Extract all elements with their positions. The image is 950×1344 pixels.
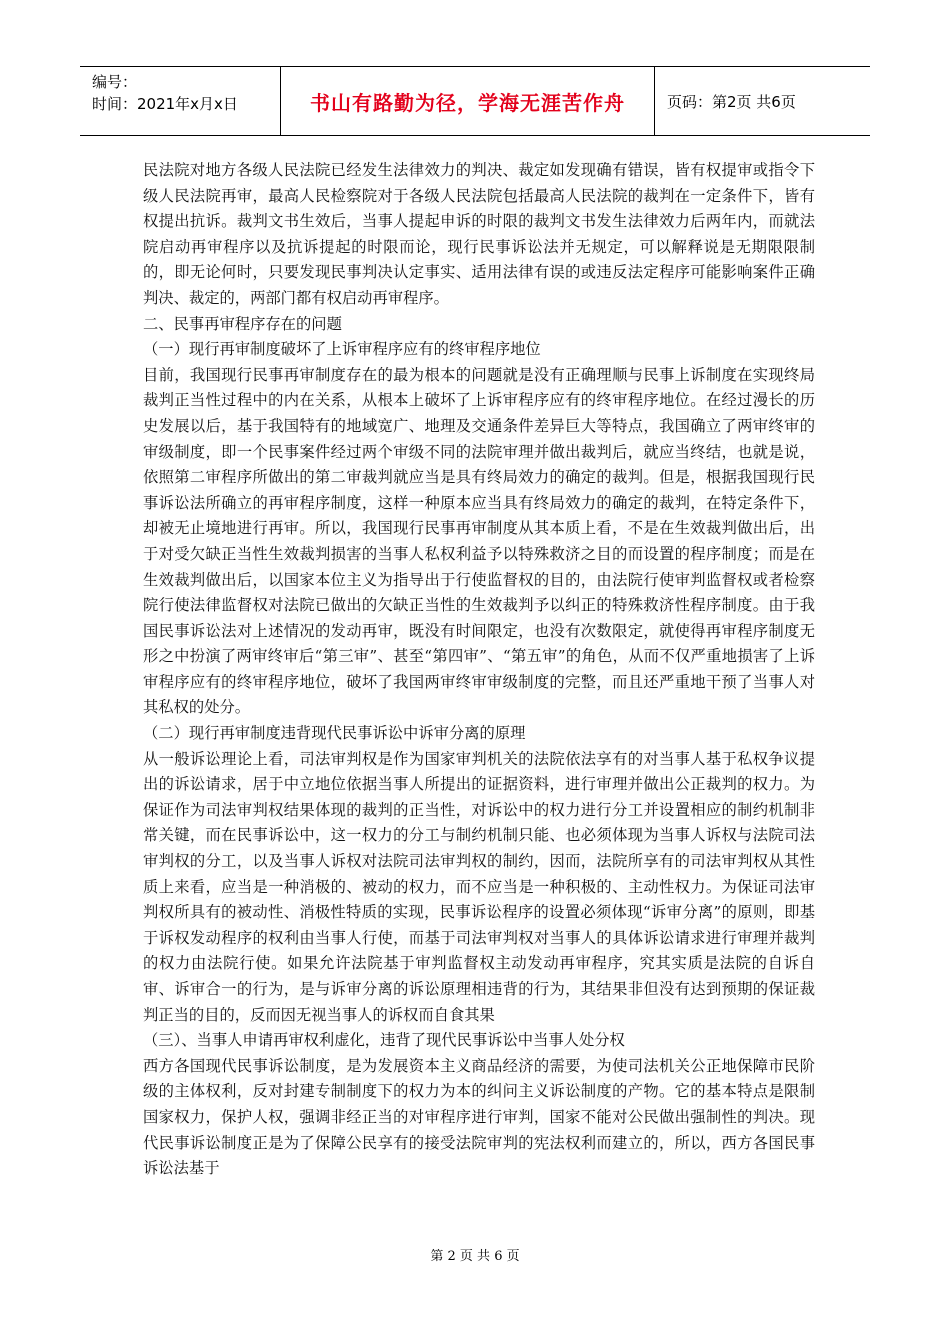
body-paragraph: 目前，我国现行民事再审制度存在的最为根本的问题就是没有正确理顺与民事上诉制度在实现终局裁判正当性过程中的内在关系，从根本上破坏了上诉审程序应有的终审程序地位。在经过漫长的历史发展以后，基于我国特有的地域宽广、地理及交通条件差异巨大等特点，我国确立了两审终审的审级制度，即一个民事案件经过两个审级不同的法院审理并做出裁判后，就应当终结，也就是说，依照第二审程序所做出的第二审裁判就应当是具有终局效力的确定的裁判。但是，根据我国现行民事诉讼法所确立的再审程序制度，这样一种原本应当具有终局效力的确定的裁判，在特定条件下，却被无止境地进行再审。所以，我国现行民事再审制度从其本质上看，不是在生效裁判做出后，出于对受欠缺正当性生效裁判损害的当事人私权利益予以特殊救济之目的而设置的程序制度；而是在生效裁判做出后，以国家本位主义为指导出于行使监督权的目的，由法院行使审判监督权或者检察院行使法律监督权对法院已做出的欠缺正当性的生效裁判予以纠正的特殊救济性程序制度。由于我国民事诉讼法对上述情况的发动再审，既没有时间限定，也没有次数限定，就使得再审程序制度无形之中扮演了两审终审后“第三审”、甚至“第四审”、“第五审”的角色，从而不仅严重地损害了上诉审程序应有的终审程序地位，破坏了我国两审终审审级制度的完整，而且还严重地干预了当事人对其私权的处分。 — [143, 365, 815, 717]
date-label: 时间：2021年x月x日 — [92, 95, 238, 113]
body-paragraph: 民法院对地方各级人民法院已经发生法律效力的判决、裁定如发现确有错误，皆有权提审或指令下级人民法院再审，最高人民检察院对于各级人民法院包括最高人民法院的裁判在一定条件下，皆有权提出抗诉。裁判文书生效后，当事人提起申诉的时限的裁判文书发生法律效力后两年内，而就法院启动再审程序以及抗诉提起的时限而论，现行民事诉讼法并无规定，可以解释说是无期限限制的，即无论何时，只要发现民事判决认定事实、适用法律有误的或违反法定程序可能影响案件正确判决、裁定的，两部门都有权启动再审程序。 — [143, 161, 815, 307]
header-motto: 书山有路勤为径，学海无涯苦作舟 — [280, 67, 655, 135]
header-meta — [80, 67, 280, 135]
header-page-indicator: 页码：第2页 共6页 — [667, 92, 796, 111]
subsection-heading: （一）现行再审制度破坏了上诉审程序应有的终审程序地位 — [143, 340, 541, 359]
body-paragraph: 从一般诉讼理论上看，司法审判权是作为国家审判机关的法院依法享有的对当事人基于私权争议提出的诉讼请求，居于中立地位依据当事人所提出的证据资料，进行审理并做出公正裁判的权力。为保证作为司法审判权结果体现的裁判的正当性，对诉讼中的权力进行分工并设置相应的制约机制非常关键，而在民事诉讼中，这一权力的分工与制约机制只能、也必须体现为当事人诉权与法院司法审判权的分工，以及当事人诉权对法院司法审判权的制约，因而，法院所享有的司法审判权从其性质上来看，应当是一种消极的、被动的权力，而不应当是一种积极的、主动性权力。为保证司法审判权所具有的被动性、消极性特质的实现，民事诉讼程序的设置必须体现“诉审分离”的原则，即基于诉权发动程序的权利由当事人行使，而基于司法审判权对当事人的具体诉讼请求进行审理并裁判的权力由法院行使。如果允许法院基于审判监督权主动发动再审程序，究其实质是法院的自诉自审、诉审合一的行为，是与诉审分离的诉讼原理相违背的行为，其结果非但没有达到预期的保证裁判正当的目的，反而因无视当事人的诉权而自食其果 — [143, 749, 815, 1024]
page-header — [80, 66, 870, 136]
document-body — [143, 158, 815, 1182]
section-heading: 二、民事再审程序存在的问题 — [143, 314, 342, 333]
subsection-heading: （二）现行再审制度违背现代民事诉讼中诉审分离的原理 — [143, 724, 526, 743]
subsection-heading: （三）、当事人申请再审权利虚化，违背了现代民事诉讼中当事人处分权 — [143, 1031, 625, 1050]
doc-number-label: 编号： — [92, 73, 138, 91]
body-paragraph: 西方各国现代民事诉讼制度，是为发展资本主义商品经济的需要，为使司法机关公正地保障市民阶级的主体权利，反对封建专制制度下的权力为本的纠问主义诉讼制度的产物。它的基本特点是限制国家权力，保护人权，强调非经正当的对审程序进行审判，国家不能对公民做出强制性的判决。现代民事诉讼制度正是为了保障公民享有的接受法院审判的宪法权利而建立的，所以，西方各国民事诉讼法基于 — [143, 1056, 815, 1178]
page-footer: 第 2 页 共 6 页 — [430, 1249, 520, 1264]
